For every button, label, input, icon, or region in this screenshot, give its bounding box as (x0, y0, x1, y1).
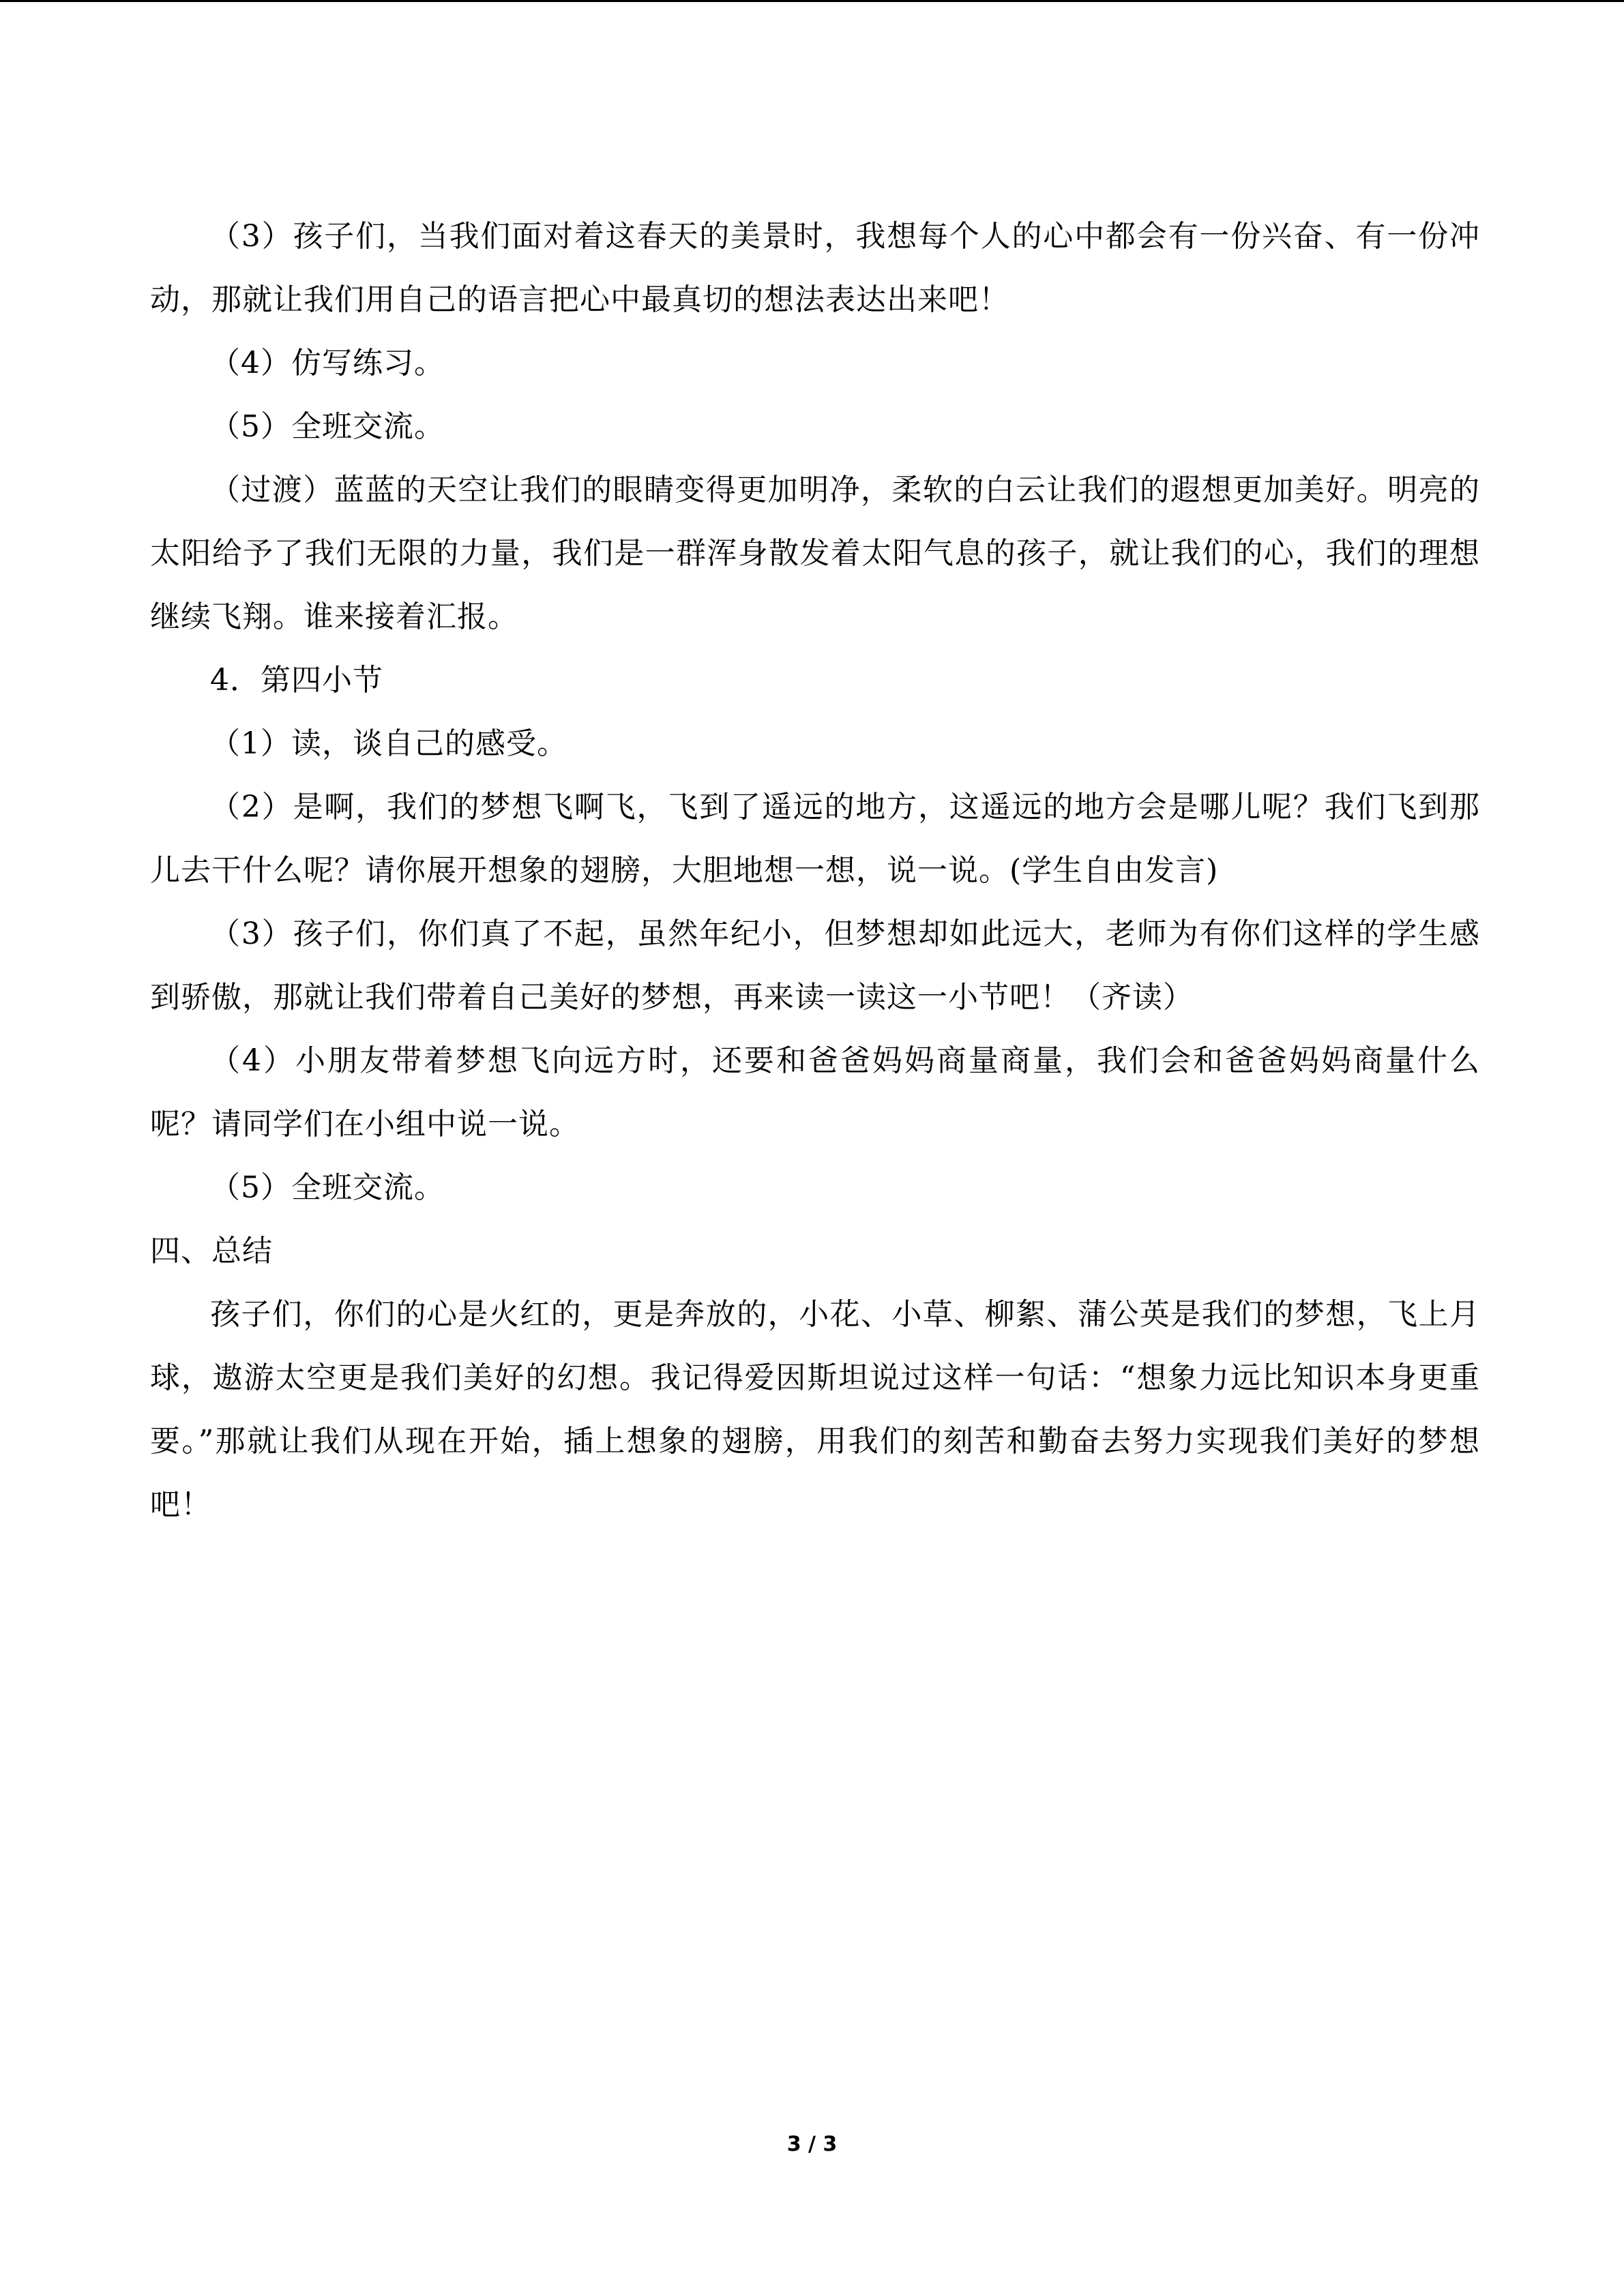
paragraph: （5）全班交流。 (210, 409, 445, 444)
page-number: 3 / 3 (786, 2132, 838, 2156)
paragraph: （4）仿写练习。 (210, 346, 445, 381)
paragraph: （3）孩子们，当我们面对着这春天的美景时，我想每个人的心中都会有一份兴奋、有一份冲动，那就让我们用自己的语言把心中最真切的想法表达出来吧！ (150, 219, 1480, 317)
paragraph: （1）读，谈自己的感受。 (210, 726, 567, 761)
section-heading: 四、总结 (150, 1234, 273, 1268)
paragraph: （过渡）蓝蓝的天空让我们的眼睛变得更加明净，柔软的白云让我们的遐想更加美好。明亮的太阳给予了我们无限的力量，我们是一群浑身散发着太阳气息的孩子，就让我们的心，我们的理想继续飞翔。谁来接着汇报。 (150, 473, 1480, 634)
paragraph: 孩子们，你们的心是火红的，更是奔放的，小花、小草、柳絮、蒲公英是我们的梦想，飞上月球，遨游太空更是我们美好的幻想。我记得爱因斯坦说过这样一句话：“想象力远比知识本身更重要。”那就让我们从现在开始，插上想象的翅膀，用我们的刻苦和勤奋去努力实现我们美好的梦想吧！ (150, 1297, 1480, 1522)
paragraph: （5）全班交流。 (210, 1170, 445, 1205)
paragraph: （2）是啊，我们的梦想飞啊飞，飞到了遥远的地方，这遥远的地方会是哪儿呢？我们飞到那儿去干什么呢？请你展开想象的翅膀，大胆地想一想，说一说。(学生自由发言) (150, 790, 1480, 888)
page-top-border (0, 0, 1624, 2)
section-heading: 4．第四小节 (210, 663, 383, 698)
paragraph: （4）小朋友带着梦想飞向远方时，还要和爸爸妈妈商量商量，我们会和爸爸妈妈商量什么呢？请同学们在小组中说一说。 (150, 1043, 1480, 1142)
document-body (150, 205, 1480, 1536)
paragraph: （3）孩子们，你们真了不起，虽然年纪小，但梦想却如此远大，老师为有你们这样的学生感到骄傲，那就让我们带着自己美好的梦想，再来读一读这一小节吧！（齐读） (150, 916, 1480, 1015)
